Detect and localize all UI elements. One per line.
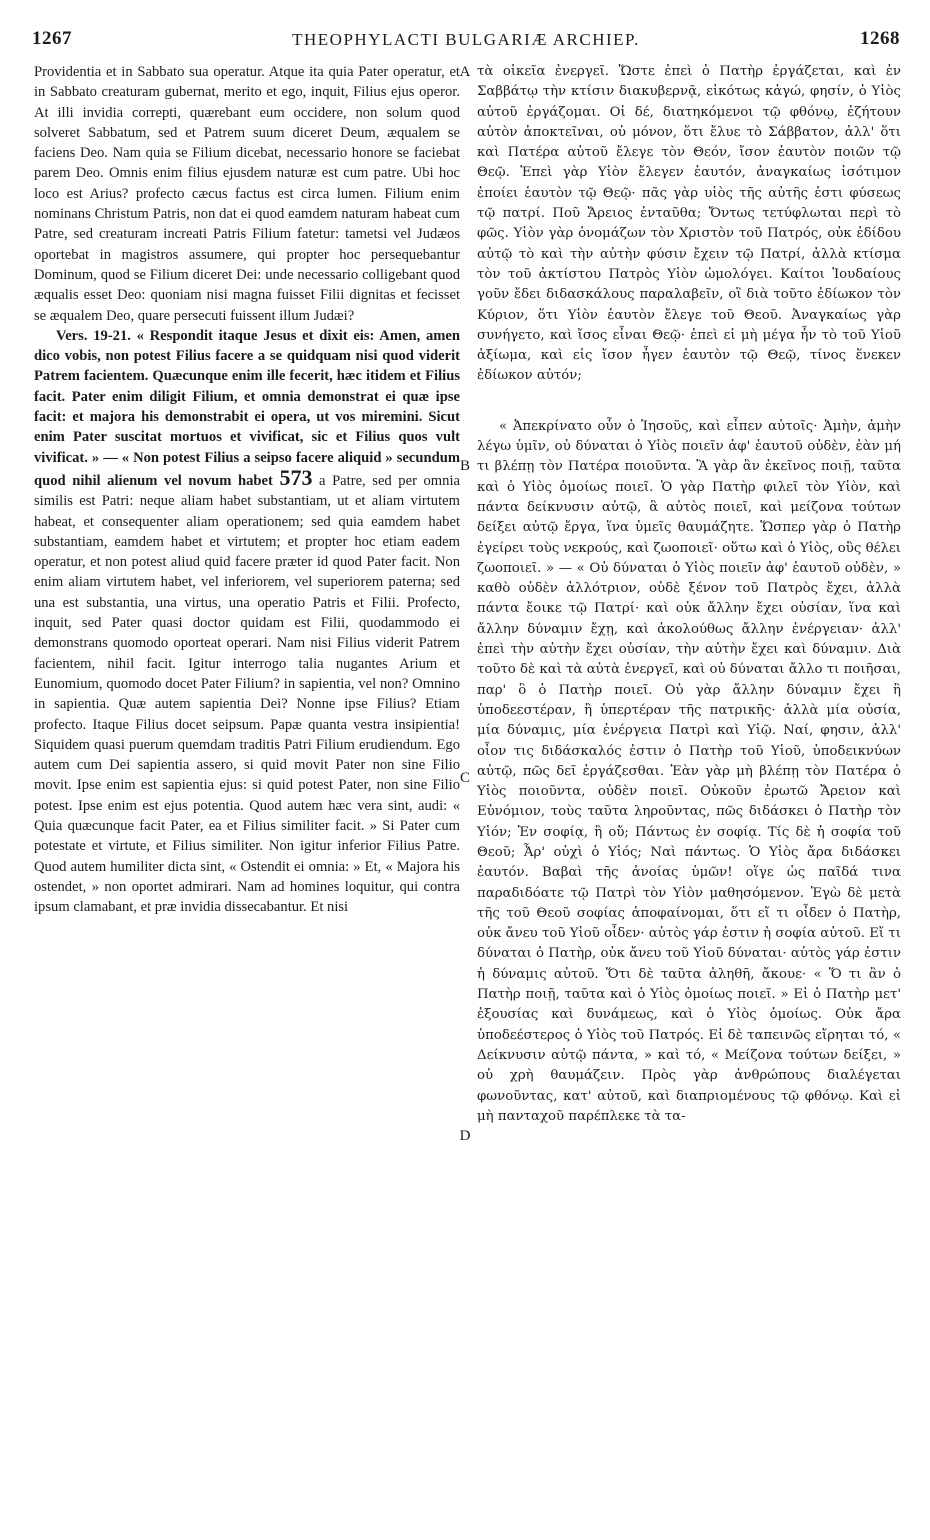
running-title: THEOPHYLACTI BULGARIÆ ARCHIEP. xyxy=(292,30,640,49)
inline-page-number: 573 xyxy=(279,464,313,490)
greek-paragraph-2: « Ἀπεκρίνατο οὖν ὁ Ἰησοῦς, καὶ εἶπεν αὐτοῖς· Ἀμὴν, ἀμὴν λέγω ὑμῖν, οὐ δύναται ὁ Υἱὸς ποιεῖν ἀφ' ἑαυτοῦ οὐδὲν, ἐὰν μή τι βλέπῃ τὸν Πατέρα ποιοῦντα. Ἃ γὰρ ἂν ἐκεῖνος ποιῇ, ταῦτα καὶ ὁ Υἱὸς ὁμοίως ποιεῖ. Ὁ γὰρ Πατὴρ φιλεῖ τὸν Υἱὸν, καὶ πάντα δείκνυσιν αὐτῷ, ἃ αὐτὸς ποιεῖ, καὶ μείζονα τούτων δείξει αὐτῷ ἔργα, ἵνα ὑμεῖς θαυμάζητε. Ὥσπερ γὰρ ὁ Πατὴρ ἐγείρει τοὺς νεκρούς, καὶ ζωοποιεῖ· οὕτω καὶ ὁ Υἱὸς, οὓς θέλει ζωοποιεῖ. » — « Οὐ δύναται ὁ Υἱὸς ποιεῖν ἀφ' ἑαυτοῦ οὐδὲν, » καθὸ οὐδὲν ἀλλότριον, οὐδὲ ξένον τοῦ Πατρὸς ἔχει, ἀλλὰ πάντα ἔοικε τῷ Πατρί· καὶ οὐκ ἄλλην ἔχει οὐσίαν, ἵνα καὶ ἄλλην δύναμιν ἔχῃ, καὶ ἀκολούθως ἄλλην ἐνέργειαν· ἀλλ' ἐπεὶ τὴν αὐτὴν ἔχει οὐσίαν, τὴν αὐτὴν ἔχει καὶ δύναμιν. Διὰ τοῦτο δὲ καὶ τὰ αὐτὰ ἐνεργεῖ, καὶ οὐ δύναται ἄλλο τι ποιῆσαι, παρ' ὃ ὁ Πατὴρ ποιεῖ. Οὐ γὰρ ἄλλην δύναμιν ἔχει ἢ ὑποδεεστέραν, ἢ ὑπερτέραν τῆς πατρικῆς· ἀλλὰ μία οὐσία, μία δύναμις, μία ἐνέργεια Πατρὶ καὶ Υἱῷ. Ναί, φησιν, ἀλλ' οἷον τις διδάσκαλός ἐστιν ὁ Πατὴρ τοῦ Υἱοῦ, ὑποδεικνύων αὐτῷ, πῶς δεῖ ἐργάζεσθαι. Ἐὰν γὰρ μὴ βλέπῃ τὸν Πατέρα ὁ Υἱὸς ποιοῦντα, οὐδὲν ποιεῖ. Οὐκοῦν ἐρωτῶ Ἄρειον καὶ Εὐνόμιον, τοὺς ταῦτα ληροῦντας, πῶς διδάσκει ὁ Πατὴρ τὸν Υἱόν; Ἐν σοφίᾳ, ἢ οὔ; Πάντως ἐν σοφίᾳ. Τίς δὲ ἡ σοφία τοῦ Θεοῦ; Ἆρ' οὐχὶ ὁ Υἱός; Ναὶ πάντως. Ὁ Υἱὸς ἄρα διδάσκει ἑαυτόν. Βαβαὶ τῆς ἀνοίας ὑμῶν! οἵγε ὡς παῖδά τινα παραδιδόατε τῷ Πατρὶ τὸν Υἱὸν μαθησόμενον. Ἐγὼ δὲ μετὰ τῆς τοῦ Θεοῦ σοφίας ἀποφαίνομαι, ὅτι εἴ τι οἶδεν ὁ Πατὴρ, οὐκ ἄνευ τοῦ Υἱοῦ οἶδεν· αὐτὸς γάρ ἐστιν ἡ σοφία αὐτοῦ. Εἴ τι δύναται ὁ Πατὴρ, οὐκ ἄνευ τοῦ Υἱοῦ δύναται· αὐτὸς γάρ ἐστιν ἡ δύναμις αὐτοῦ. Ὅτι δὲ ταῦτα ἀληθῆ, ἄκουε· « Ὅ τι ἂν ὁ Πατὴρ ποιῇ, ταῦτα καὶ ὁ Υἱὸς ὁμοίως ποιεῖ. » Εἰ ὁ Πατὴρ μετ' ἐξουσίας καὶ δυνάμεως, καὶ ὁ Υἱὸς ὁμοίως. Οὐκ ἄρα ὑποδεέστερος ὁ Υἱὸς τοῦ Πατρός. Εἰ δὲ ταπεινῶς εἴρηται τό, « Δείκνυσιν αὐτῷ πάντα, » καὶ τό, « Μείζονα τούτων δείξει, » οὐ χρὴ θαυμάζειν. Πρὸς γὰρ ἀνθρώπους διαλέγεται φωνοῦντας, κατ' αὐτοῦ, καὶ διαπριομένους τῷ φθόνῳ. Καὶ εἰ μὴ πανταχοῦ παρέπλεκε τὰ τα- xyxy=(477,418,902,1124)
latin-commentary: a Patre, sed per omnia similis est Patri: neque aliam habet substantiam, ut et aliam virtutem habeat, et consequenter aliam operationem; sed quia eamdem habet substantiam, eamdem habet et virtutem; et propter hoc etiam eadem operatur, et non potest aliud quid facere præter id quod Pater facit. Non enim aliam virtutem habet, vel inferiorem, vel superiorem paterna; sed una est substantia, una virtus, una operatio Patris et Filii. Profecto, inquit, sed Pater quasi doctor quidam est Filii, quodammodo ei demonstrans quomodo oporteat operari. Nam nisi Filius viderit Patrem facientem, nihil facit. Igitur interrogo talia nugantes Arium et Eunomium, quomodo docet Pater Filium? in sapientia, vel non? Omnino in sapientia. Quæ autem sapientia Dei? Nonne ipse Filius? Etiam profecto. Itaque Filius docet seipsum. Papæ quanta vestra insipientia! Siquidem quasi puerum quemdam traditis Patri Filium erudiendum. Ego autem cum Dei sapientia assero, si quid movit Pater non sine Filio movit. Ipse enim est sapientia ejus: si quid potest Pater, non sine Filio potest. Ipse enim est ejus potentia. Quod autem hæc vera sint, audi: « Quia quæcunque facit Pater, ea et Filius similiter facit. » Si Pater cum potestate et virtute, et Filius similiter. Non igitur inferior Filius Patre. Quod autem humiliter dicta sint, « Ostendit ei omnia: » Et, « Majora his ostendet, » non oportet admirari. Nam ad homines loquitur, qui contra ipsum clamabant, et præ invidia dissecabantur. Et nisi xyxy=(34,472,460,916)
latin-paragraph-1: Providentia et in Sabbato sua operatur. Atque ita quia Pater operatur, et in Sabbato creaturam gubernat, merito et ego, inquit, Filius ejus operor. At illi invidia correpti, quærebant eum occidere, non solum quod solveret Sabbatum, sed et Patrem suum diceret Deum, æqualem se faciens Deo. Nam quia se Filium dicebat, necessario honore se faciebat parem Deo. Omnis enim filius ejusdem naturæ est cum patre. Ubi hoc loco est Arius? profecto cæcus factus est circa lumen. Filium enim nominans Christum Patris, non dat ei quod eamdem naturam habeat cum Patre, sed creaturam increati Patris Filium fatetur: tametsi vel Judæos oportebat in magistros assumere, qui propter hoc persequebantur Dominum, quod se Filium diceret Dei: unde necessario colligebant quod æqualis esset Deo: quoniam nisi magna fuisset Filii dignitas et fecisset se æqualem Deo, quare persecuti fuissent illum Judæi? xyxy=(34,64,460,324)
page-header xyxy=(32,28,900,58)
margin-marker-b: B xyxy=(459,458,470,474)
greek-column xyxy=(477,62,901,1127)
latin-column xyxy=(34,62,460,917)
verse-reference: Vers. 19-21. xyxy=(56,327,131,344)
margin-marker-d: D xyxy=(459,1128,471,1144)
greek-paragraph-1: τὰ οἰκεῖα ἐνεργεῖ. Ὥστε ἐπεὶ ὁ Πατὴρ ἐργάζεται, καὶ ἐν Σαββάτῳ τὴν κτίσιν διακυβερνᾷ, εἰκότως κἀγώ, φησίν, ὁ Υἱὸς αὐτοῦ ἐργάζομαι. Οἱ δέ, διατηκόμενοι τῷ φθόνῳ, ἐζήτουν αὐτὸν ἀποκτεῖναι, οὐ μόνον, ὅτι ἔλυε τὸ Σάββατον, ἀλλ' ὅτι καὶ Πατέρα αὐτοῦ ἔλεγε τὸν Θεόν, ἴσον ἑαυτὸν ποιῶν τῷ Θεῷ. Ἐπεὶ γὰρ Υἱὸν ἔλεγεν ἑαυτόν, ἀναγκαίως ἰσότιμον ἐποίει ἑαυτὸν τῷ Θεῷ· πᾶς γὰρ υἱὸς τῆς αὐτῆς ἐστι φύσεως τῷ πατρί. Ποῦ Ἄρειος ἐνταῦθα; Ὄντως τετύφλωται περὶ τὸ φῶς. Υἱὸν γὰρ ὀνομάζων τὸν Χριστὸν τοῦ Πατρός, οὐκ ἐδίδου αὐτῷ τὸ καὶ τὴν αὐτὴν φύσιν ἔχειν τῷ Πατρί, ἀλλὰ κτίσμα τὸν τοῦ ἀκτίστου Πατρὸς Υἱὸν ὡμολόγει. Καίτοι Ἰουδαίους γοῦν ἔδει διδασκάλους παραλαβεῖν, οἳ διὰ τοῦτο ἐδίωκον τὸν Κύριον, ὅτι Υἱὸν ἑαυτὸν ἔλεγε τοῦ Θεοῦ. Ἀναγκαίως γὰρ συνήγετο, καὶ ἴσος εἶναι Θεῷ· ἐπεὶ εἰ μὴ μέγα ἦν τὸ τοῦ Υἱοῦ ἀξίωμα, καὶ εἰς ἴσον ἦγεν ἑαυτὸν τῷ Θεῷ, τίνος ἕνεκεν ἐδίωκον αὐτόν; xyxy=(477,64,901,384)
verse-quotation: « Respondit itaque Jesus et dixit eis: Amen, amen dico vobis, non potest Filius facere a se quidquam nisi quod viderit Patrem facientem. Quæcunque enim ille fecerit, hæc itidem et Filius facit. Pater enim diligit Filium, et omnia demonstrat ei quæ ipse facit: et majora his demonstrabit ei opera, ut vos miremini. Sicut enim Pater suscitat mortuos et vivificat, sic et Filius quos vult vivificat. » — « Non potest Filius a seipso facere aliquid » secundum quod nihil alienum vel novum habet xyxy=(34,327,460,489)
margin-marker-a: A xyxy=(459,64,471,80)
margin-marker-c: C xyxy=(459,770,470,786)
latin-paragraph-2 xyxy=(34,326,460,918)
page-number-left: 1267 xyxy=(32,28,72,49)
page-number-right: 1268 xyxy=(860,28,900,49)
